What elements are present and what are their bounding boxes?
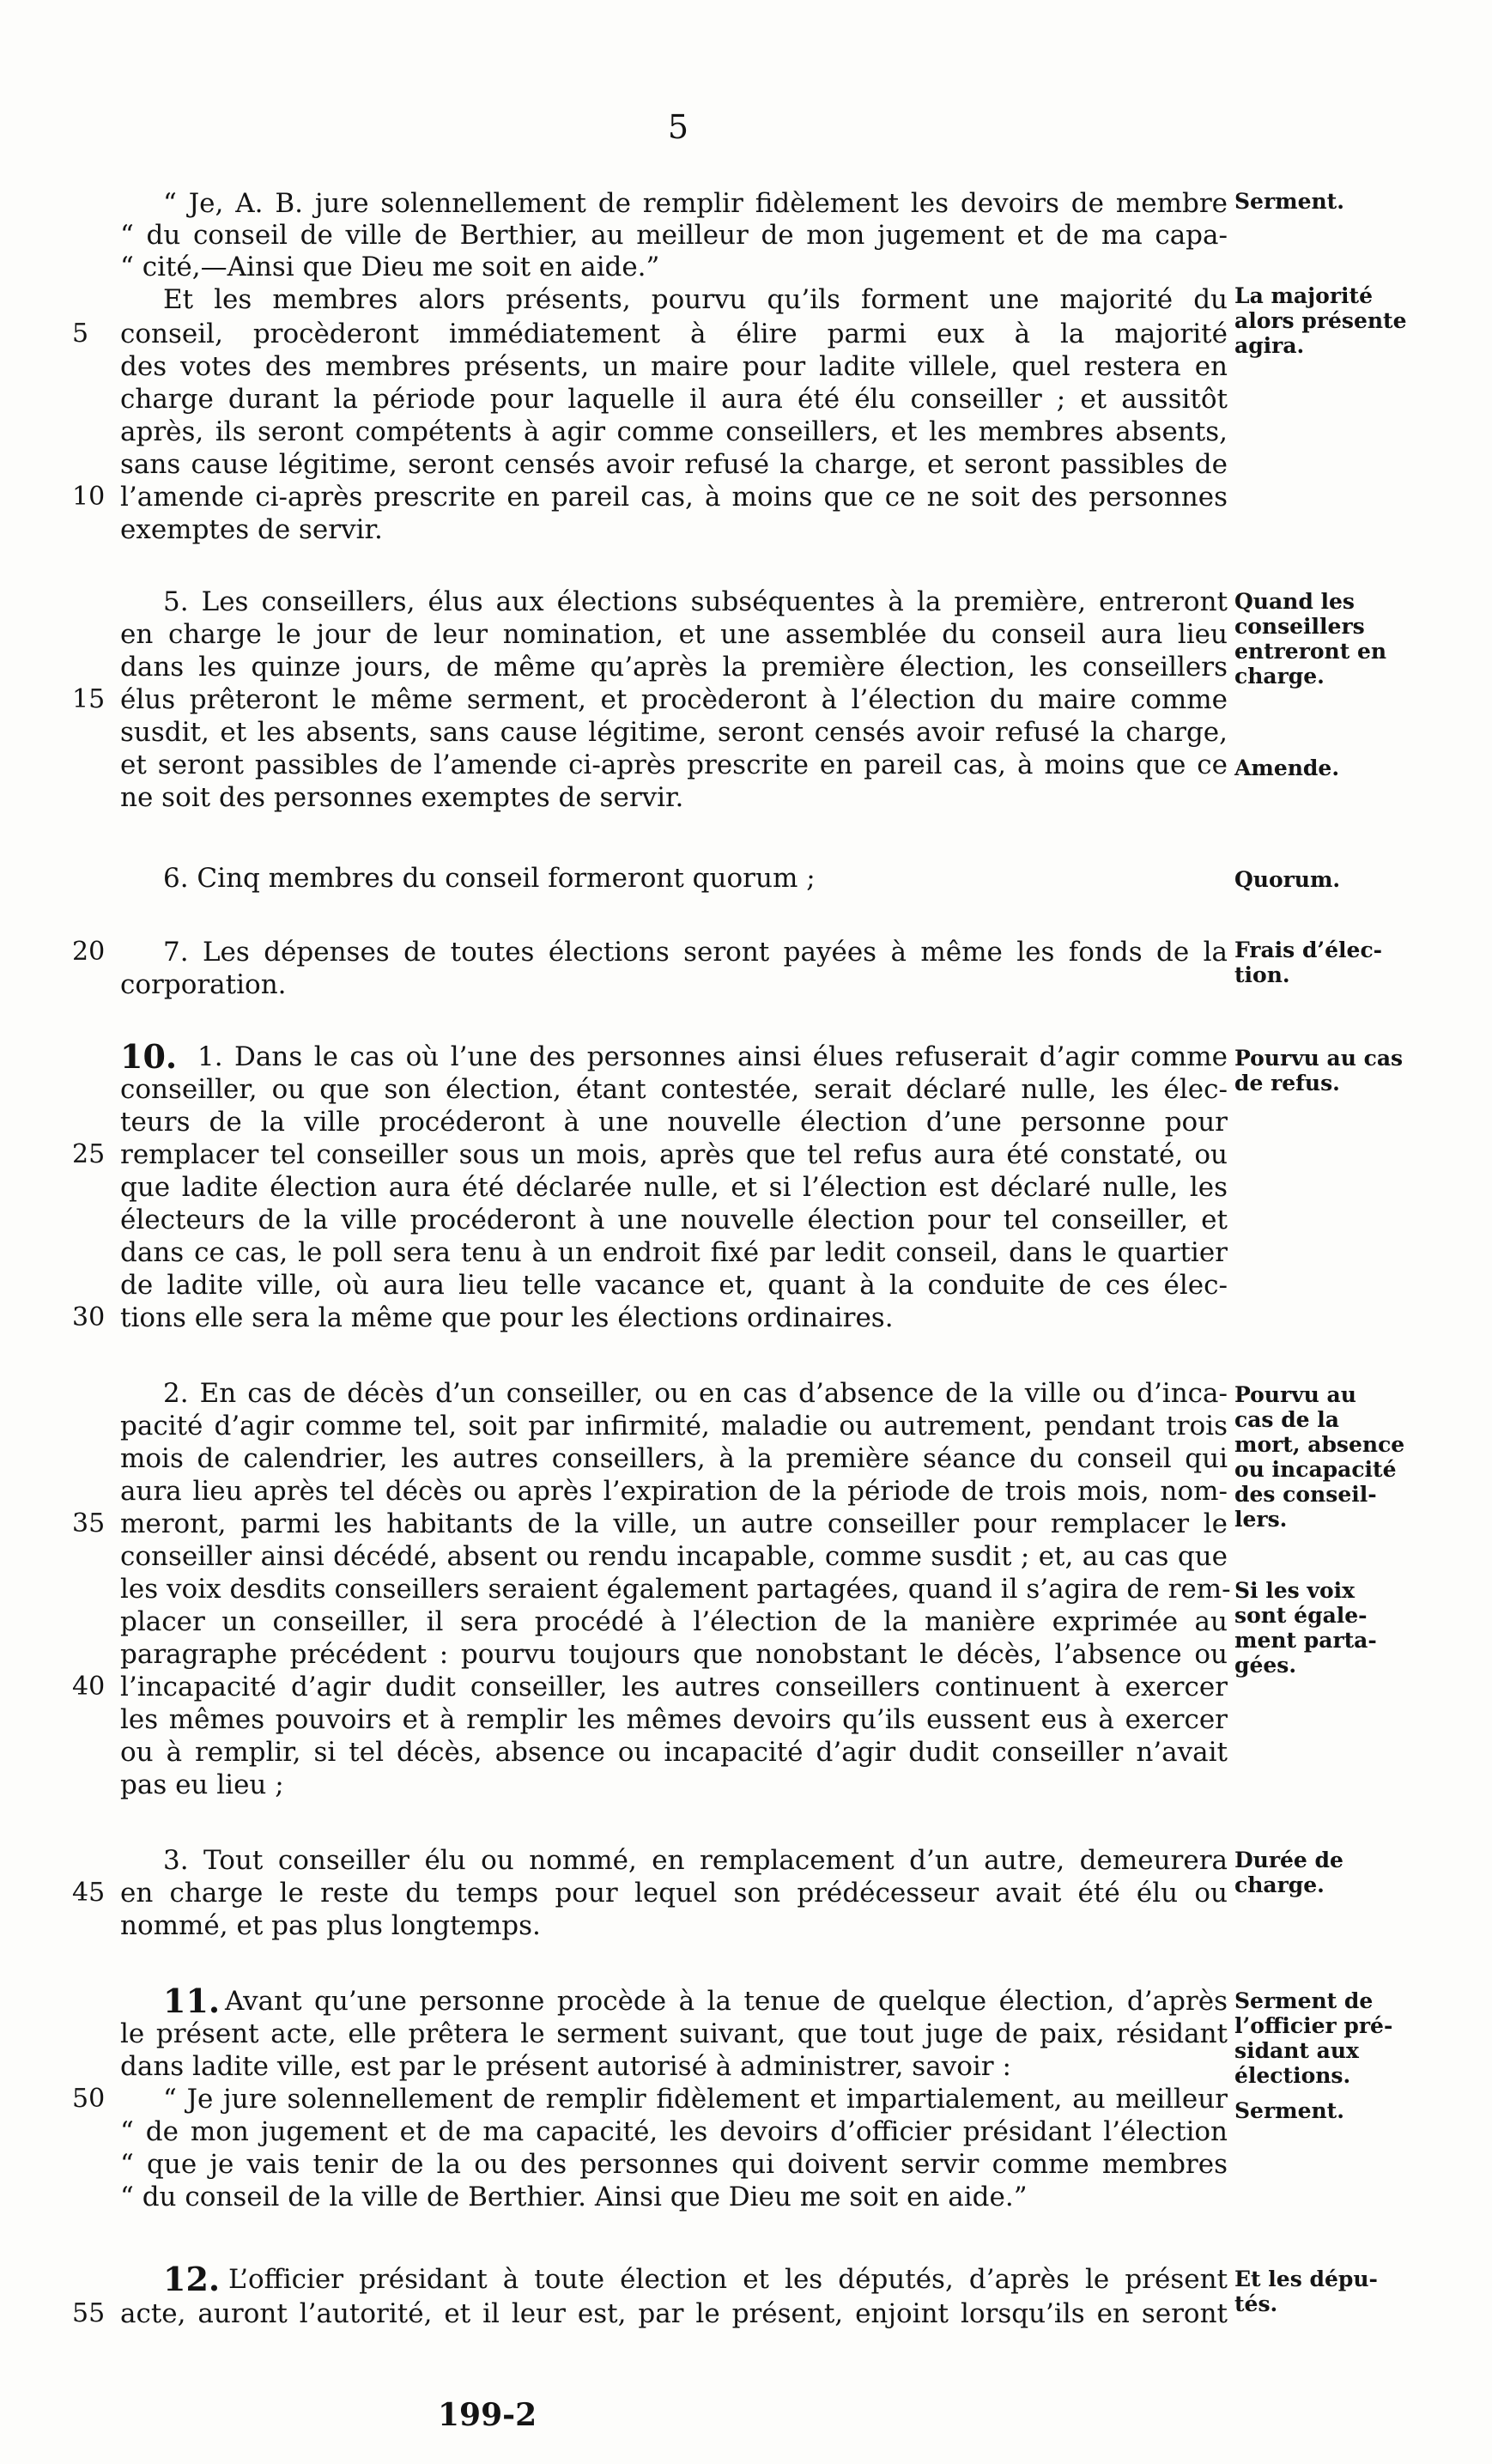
text-line: 3. Tout conseiller élu ou nommé, en remplacement d’un autre, demeurera [163, 1845, 1228, 1876]
text-line: placer un conseiller, il sera procédé à l’élection de la manière exprimée au [120, 1606, 1228, 1637]
line-number: 25 [72, 1139, 106, 1169]
footer-signature: 199-2 [438, 2397, 537, 2433]
text-line: L’officier présidant à toute élection et les députés, d’après le présent [228, 2264, 1228, 2295]
margin-note: La majorité alors présente agira. [1234, 283, 1407, 358]
text-line: en charge le jour de leur nomination, et une assemblée du conseil aura lieu [120, 619, 1228, 650]
text-line: “ cité,—Ainsi que Dieu me soit en aide.” [120, 252, 660, 282]
line-number: 45 [72, 1878, 106, 1908]
margin-note: Amende. [1234, 756, 1340, 780]
text-line: sans cause légitime, seront censés avoir refusé la charge, et seront passibles de [120, 449, 1228, 480]
text-line: “ du conseil de la ville de Berthier. Ainsi que Dieu me soit en aide.” [120, 2182, 1028, 2212]
margin-note: Si les voix sont égale- ment parta- gées. [1234, 1578, 1377, 1678]
section-number: 12. [163, 2260, 221, 2298]
text-line: remplacer tel conseiller sous un mois, après que tel refus aura été constaté, ou [120, 1139, 1228, 1170]
text-line: pas eu lieu ; [120, 1769, 284, 1800]
text-line: ou à remplir, si tel décès, absence ou incapacité d’agir dudit conseiller n’avait [120, 1737, 1228, 1768]
text-line: acte, auront l’autorité, et il leur est, par le présent, enjoint lorsqu’ils en seront [120, 2298, 1228, 2329]
text-line: et seront passibles de l’amende ci-après prescrite en pareil cas, à moins que ce [120, 750, 1228, 780]
text-line: dans ladite ville, est par le présent autorisé à administrer, savoir : [120, 2051, 1011, 2082]
text-line: teurs de la ville procéderont à une nouvelle élection d’une personne pour [120, 1107, 1228, 1138]
text-line: paragraphe précédent : pourvu toujours que nonobstant le décès, l’absence ou [120, 1639, 1228, 1670]
text-line: électeurs de la ville procéderont à une nouvelle élection pour tel conseiller, et [120, 1205, 1228, 1235]
text-line: 1. Dans le cas où l’une des personnes ainsi élues refuserait d’agir comme [197, 1041, 1228, 1072]
text-line: 6. Cinq membres du conseil formeront quorum ; [163, 863, 816, 894]
text-line: “ que je vais tenir de la ou des personnes qui doivent servir comme membres [120, 2149, 1228, 2180]
line-number: 55 [72, 2298, 106, 2328]
line-number: 10 [72, 482, 106, 512]
margin-note: Serment. [1234, 189, 1344, 214]
text-line: l’incapacité d’agir dudit conseiller, les autres conseillers continuent à exercer [120, 1672, 1228, 1702]
margin-note: Serment. [1234, 2098, 1344, 2123]
margin-note: Et les dépu- tés. [1234, 2267, 1378, 2316]
text-line: mois de calendrier, les autres conseillers, à la première séance du conseil qui [120, 1443, 1228, 1474]
margin-note: Pourvu au cas de la mort, absence ou incapacité des conseil- lers. [1234, 1382, 1405, 1532]
line-number: 30 [72, 1302, 106, 1332]
text-line: pacité d’agir comme tel, soit par infirmité, maladie ou autrement, pendant trois [120, 1411, 1228, 1441]
text-line: exemptes de servir. [120, 514, 383, 545]
text-line: conseil, procèderont immédiatement à élire parmi eux à la majorité [120, 319, 1228, 349]
margin-note: Serment de l’officier pré- sidant aux élections. [1234, 1988, 1393, 2088]
text-line: aura lieu après tel décès ou après l’expiration de la période de trois mois, nom- [120, 1476, 1228, 1507]
text-line: dans les quinze jours, de même qu’après la première élection, les conseillers [120, 652, 1228, 683]
margin-note: Durée de charge. [1234, 1848, 1343, 1897]
section-number: 10. [120, 1037, 178, 1076]
margin-note: Pourvu au cas de refus. [1234, 1046, 1404, 1095]
text-line: “ de mon jugement et de ma capacité, les devoirs d’officier présidant l’élection [120, 2116, 1228, 2147]
text-line: corporation. [120, 969, 287, 1000]
page-number: 5 [667, 108, 689, 146]
text-line: nommé, et pas plus longtemps. [120, 1910, 541, 1941]
line-number: 5 [72, 319, 89, 349]
text-line: élus prêteront le même serment, et procèderont à l’élection du maire comme [120, 684, 1228, 715]
line-number: 15 [72, 684, 106, 714]
text-line: Et les membres alors présents, pourvu qu’ils forment une majorité du [163, 284, 1228, 315]
text-line: des votes des membres présents, un maire pour ladite villele, quel restera en [120, 351, 1228, 382]
text-line: de ladite ville, où aura lieu telle vacance et, quant à la conduite de ces élec- [120, 1270, 1228, 1301]
line-number: 50 [72, 2084, 106, 2114]
text-line: charge durant la période pour laquelle il aura été élu conseiller ; et aussitôt [120, 384, 1228, 415]
text-line: “ Je jure solennellement de remplir fidèlement et impartialement, au meilleur [163, 2084, 1228, 2115]
section-number: 11. [163, 1982, 221, 2020]
margin-note: Frais d’élec- tion. [1234, 938, 1383, 987]
text-line: tions elle sera la même que pour les élections ordinaires. [120, 1302, 894, 1333]
line-number: 35 [72, 1508, 106, 1538]
text-line: les voix desdits conseillers seraient également partagées, quand il s’agira de rem- [120, 1574, 1231, 1605]
text-line: 2. En cas de décès d’un conseiller, ou en cas d’absence de la ville ou d’inca- [163, 1378, 1228, 1409]
text-line: le présent acte, elle prêtera le serment suivant, que tout juge de paix, résidant [120, 2018, 1228, 2049]
line-number: 20 [72, 937, 106, 967]
margin-note: Quand les conseillers entreront en charge. [1234, 589, 1387, 689]
text-line: conseiller ainsi décédé, absent ou rendu incapable, comme susdit ; et, au cas que [120, 1541, 1228, 1572]
text-line: que ladite élection aura été déclarée nulle, et si l’élection est déclaré nulle, les [120, 1172, 1228, 1203]
text-line: après, ils seront compétents à agir comme conseillers, et les membres absents, [120, 416, 1228, 447]
margin-note: Quorum. [1234, 867, 1341, 892]
text-line: Avant qu’une personne procède à la tenue de quelque élection, d’après [225, 1986, 1228, 2017]
line-number: 40 [72, 1672, 106, 1702]
text-line: “ Je, A. B. jure solennellement de remplir fidèlement les devoirs de membre [163, 188, 1228, 219]
text-line: susdit, et les absents, sans cause légitime, seront censés avoir refusé la charge, [120, 717, 1228, 748]
text-line: “ du conseil de ville de Berthier, au meilleur de mon jugement et de ma capa- [120, 220, 1228, 251]
text-line: conseiller, ou que son élection, étant contestée, serait déclaré nulle, les élec- [120, 1074, 1228, 1105]
text-line: ne soit des personnes exemptes de servir. [120, 782, 684, 813]
text-line: 7. Les dépenses de toutes élections seront payées à même les fonds de la [163, 937, 1228, 968]
text-line: en charge le reste du temps pour lequel son prédécesseur avait été élu ou [120, 1878, 1228, 1909]
text-line: les mêmes pouvoirs et à remplir les mêmes devoirs qu’ils eussent eus à exercer [120, 1704, 1228, 1735]
text-line: l’amende ci-après prescrite en pareil cas, à moins que ce ne soit des personnes [120, 482, 1228, 513]
text-line: dans ce cas, le poll sera tenu à un endroit fixé par ledit conseil, dans le quartier [120, 1237, 1228, 1268]
text-line: meront, parmi les habitants de la ville, un autre conseiller pour remplacer le [120, 1508, 1228, 1539]
text-line: 5. Les conseillers, élus aux élections subséquentes à la première, entreront [163, 586, 1228, 617]
